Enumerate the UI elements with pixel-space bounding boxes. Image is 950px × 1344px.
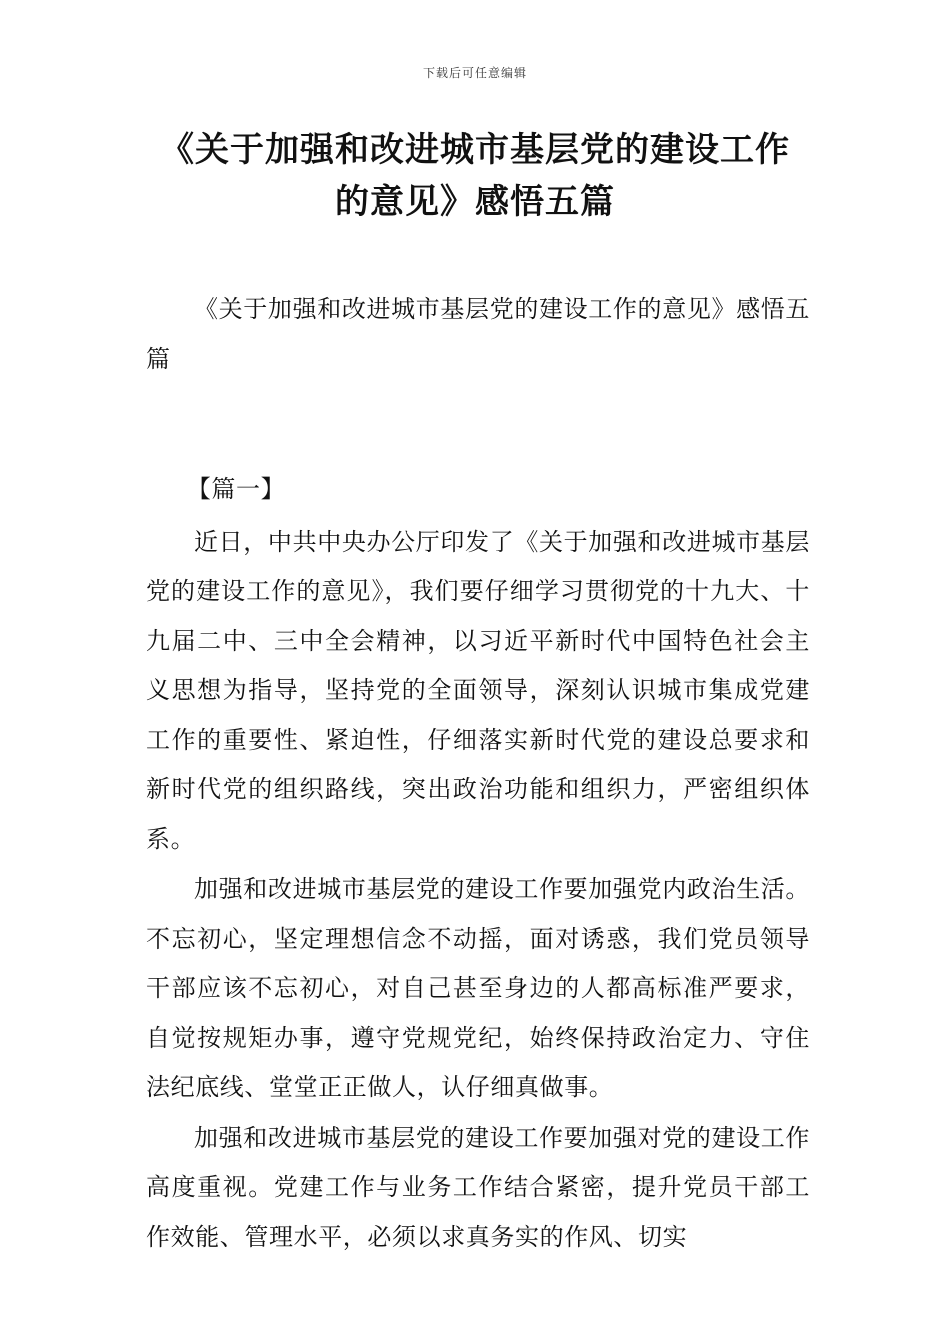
subtitle-paragraph: 《关于加强和改进城市基层党的建设工作的意见》感悟五篇 [146, 295, 810, 373]
section-heading: 【篇一】 [186, 475, 286, 503]
title-line-2: 的意见》感悟五篇 [335, 182, 615, 222]
title-line-1: 《关于加强和改进城市基层党的建设工作 [160, 130, 790, 170]
header-note: 下载后可任意编辑 [422, 66, 527, 80]
body-paragraph-1: 近日，中共中央办公厅印发了《关于加强和改进城市基层党的建设工作的意见》，我们要仔细学习贯彻党的十九大、十九届二中、三中全会精神，以习近平新时代中国特色社会主义思想为指导，坚持党的全面领导，深刻认识城市集成党建工作的重要性、紧迫性，仔细落实新时代党的建设总要求和新时代党的组织路线，突出政治功能和组织力，严密组织体系。 [146, 527, 810, 853]
body-paragraph-3: 加强和改进城市基层党的建设工作要加强对党的建设工作高度重视。党建工作与业务工作结合紧密，提升党员干部工作效能、管理水平，必须以求真务实的作风、切实 [146, 1123, 810, 1251]
body-paragraph-2: 加强和改进城市基层党的建设工作要加强党内政治生活。不忘初心，坚定理想信念不动摇，面对诱惑，我们党员领导干部应该不忘初心，对自己甚至身边的人都高标准严要求，自觉按规矩办事，遵守党规党纪，始终保持政治定力、守住法纪底线、堂堂正正做人，认仔细真做事。 [146, 875, 810, 1101]
document-body [146, 285, 810, 1263]
document-title [110, 124, 840, 228]
